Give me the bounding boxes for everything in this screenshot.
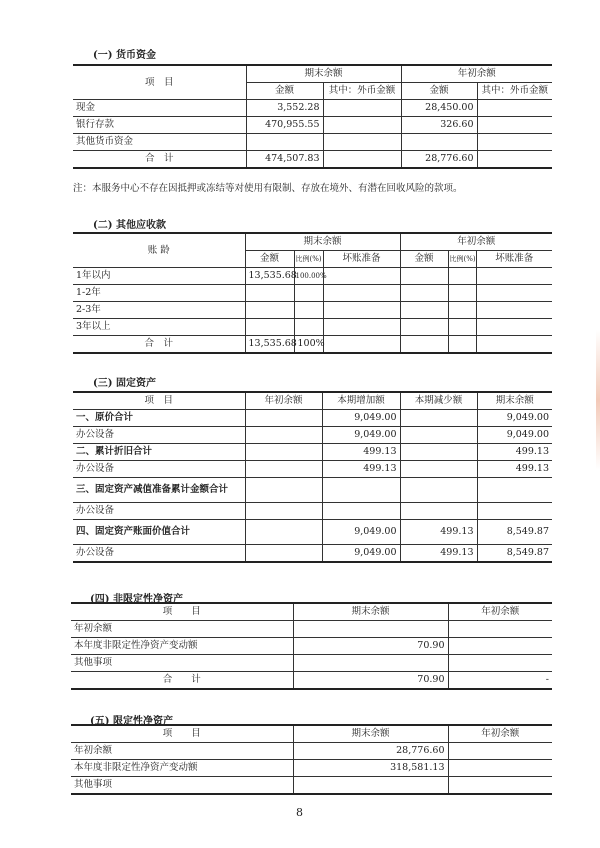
cell-value — [477, 117, 552, 134]
row-label: 本年度非限定性净资产变动额 — [71, 638, 293, 655]
row-label: 银行存款 — [73, 117, 246, 134]
header-end-balance: 期末余额 — [246, 65, 401, 83]
table-row — [73, 503, 552, 520]
cell-value: 3,552.28 — [246, 100, 323, 117]
cell-value — [448, 743, 552, 760]
cell-value — [323, 336, 400, 354]
cell-value: - — [448, 672, 552, 690]
header-foreign: 其中：外币金额 — [477, 83, 552, 100]
cell-value — [293, 655, 448, 672]
column-header: 项 目 — [71, 603, 293, 621]
header-ratio: 比例(%) — [448, 251, 476, 268]
cell-value — [400, 427, 477, 444]
cell-value — [400, 302, 448, 319]
table-row — [73, 520, 552, 545]
cell-value — [400, 444, 477, 461]
row-label: 1年以内 — [73, 268, 245, 285]
cell-value — [448, 621, 552, 638]
header-begin-balance: 年初余额 — [401, 65, 552, 83]
section-title-fixed-assets: (三) 固定资产 — [93, 378, 156, 389]
row-label: 一、原价合计 — [73, 410, 245, 427]
cell-value — [448, 285, 476, 302]
table-row — [71, 743, 552, 760]
cell-value: 100% — [294, 336, 323, 354]
cell-value: 499.13 — [400, 520, 477, 545]
table-row — [73, 100, 552, 117]
row-label: 1-2年 — [73, 285, 245, 302]
cell-value: 9,049.00 — [322, 427, 400, 444]
row-label: 四、固定资产账面价值合计 — [73, 520, 245, 545]
column-header: 期末余额 — [293, 603, 448, 621]
cell-value: 9,049.00 — [477, 410, 552, 427]
cell-value: 474,507.83 — [246, 151, 323, 169]
fixed-assets-table — [73, 391, 552, 563]
row-label: 二、累计折旧合计 — [73, 444, 245, 461]
cell-value — [477, 134, 552, 151]
cell-value: 13,535.68 — [245, 336, 294, 354]
section-title-receivables: (二) 其他应收款 — [93, 220, 166, 231]
table-row — [73, 410, 552, 427]
row-label: 年初余额 — [71, 743, 293, 760]
cell-value — [245, 302, 294, 319]
cell-value: 499.13 — [477, 461, 552, 478]
cell-value — [448, 777, 552, 795]
table-row — [71, 638, 552, 655]
table-row — [73, 319, 552, 336]
cell-value — [245, 427, 322, 444]
header-amount: 金额 — [246, 83, 323, 100]
restricted-net-assets-table — [71, 724, 552, 795]
row-label: 三、固定资产减值准备累计金额合计 — [73, 478, 245, 503]
cell-value — [245, 478, 322, 503]
cell-value — [477, 151, 552, 169]
table-row — [71, 777, 552, 795]
cell-value — [448, 319, 476, 336]
cell-value — [245, 319, 294, 336]
table-row — [73, 444, 552, 461]
cell-value — [323, 151, 401, 169]
row-label: 办公设备 — [73, 427, 245, 444]
column-header: 期末余额 — [477, 392, 552, 410]
header-foreign: 其中：外币金额 — [323, 83, 401, 100]
header-amount: 金额 — [401, 83, 477, 100]
column-header: 本期增加额 — [322, 392, 400, 410]
cell-value: 499.13 — [322, 461, 400, 478]
header-item: 项 目 — [73, 65, 246, 100]
header-amount: 金额 — [400, 251, 448, 268]
header-amount: 金额 — [245, 251, 294, 268]
table-row — [71, 655, 552, 672]
cell-value: 326.60 — [401, 117, 477, 134]
cell-value — [448, 638, 552, 655]
cell-value — [323, 117, 401, 134]
column-header: 项 目 — [73, 392, 245, 410]
cell-value: 499.13 — [400, 545, 477, 563]
cell-value — [245, 444, 322, 461]
cash-note: 注：本服务中心不存在因抵押或冻结等对使用有限制、存放在境外、有潜在回收风险的款项。 — [73, 183, 463, 194]
cell-value — [245, 285, 294, 302]
header-ratio: 比例(%) — [294, 251, 323, 268]
column-header: 年初余额 — [448, 603, 552, 621]
table-row — [73, 268, 552, 285]
cell-value — [448, 655, 552, 672]
row-label: 其他货币资金 — [73, 134, 246, 151]
table-row — [73, 427, 552, 444]
cell-value — [476, 336, 552, 354]
cell-value — [323, 268, 400, 285]
header-begin-balance: 年初余额 — [400, 233, 552, 251]
section-title-restricted: (五) 限定性净资产 — [90, 716, 173, 727]
cell-value — [476, 268, 552, 285]
table-row — [73, 117, 552, 134]
cell-value — [448, 302, 476, 319]
cell-value: 9,049.00 — [322, 410, 400, 427]
receivables-table — [73, 232, 552, 354]
table-row — [73, 151, 552, 169]
cell-value — [448, 760, 552, 777]
row-label: 合 计 — [73, 151, 246, 169]
cell-value: 9,049.00 — [477, 427, 552, 444]
table-row — [73, 545, 552, 563]
row-label: 办公设备 — [73, 545, 245, 563]
row-label: 办公设备 — [73, 503, 245, 520]
cash-table — [73, 64, 552, 169]
cell-value: 499.13 — [322, 444, 400, 461]
cell-value: 13,535.68 — [245, 268, 294, 285]
table-row — [73, 134, 552, 151]
row-label: 现金 — [73, 100, 246, 117]
cell-value: 470,955.55 — [246, 117, 323, 134]
cell-value: 70.90 — [293, 638, 448, 655]
cell-value — [400, 319, 448, 336]
cell-value — [476, 319, 552, 336]
cell-value — [323, 100, 401, 117]
row-label: 年初余额 — [71, 621, 293, 638]
row-label: 其他事项 — [71, 655, 293, 672]
cell-value — [476, 285, 552, 302]
cell-value — [400, 268, 448, 285]
cell-value — [400, 461, 477, 478]
row-label: 3年以上 — [73, 319, 245, 336]
cell-value — [323, 285, 400, 302]
cell-value — [294, 319, 323, 336]
cell-value — [322, 503, 400, 520]
section-title-cash: (一) 货币资金 — [93, 50, 156, 61]
row-label: 其他事项 — [71, 777, 293, 795]
cell-value — [294, 302, 323, 319]
cell-value — [246, 134, 323, 151]
cell-value — [400, 285, 448, 302]
table-row — [73, 336, 552, 354]
cell-value — [323, 319, 400, 336]
cell-value — [477, 100, 552, 117]
header-end-balance: 期末余额 — [245, 233, 400, 251]
section-title-unrestricted: (四) 非限定性净资产 — [90, 594, 183, 605]
cell-value — [401, 134, 477, 151]
cell-value — [476, 302, 552, 319]
table-row — [71, 672, 552, 690]
cell-value: 8,549.87 — [477, 545, 552, 563]
cell-value — [294, 285, 323, 302]
row-label: 合 计 — [71, 672, 293, 690]
cell-value — [293, 621, 448, 638]
column-header: 年初余额 — [448, 725, 552, 743]
cell-value — [245, 410, 322, 427]
table-row — [71, 621, 552, 638]
row-label: 合 计 — [73, 336, 245, 354]
cell-value: 9,049.00 — [322, 545, 400, 563]
cell-value — [293, 777, 448, 795]
cell-value: 100.00% — [294, 268, 323, 285]
cell-value — [323, 302, 400, 319]
column-header: 年初余额 — [245, 392, 322, 410]
table-row — [73, 285, 552, 302]
cell-value: 28,450.00 — [401, 100, 477, 117]
cell-value: 318,581.13 — [293, 760, 448, 777]
header-bad-debt: 坏账准备 — [476, 251, 552, 268]
page-number: 8 — [296, 806, 303, 819]
cell-value: 499.13 — [477, 444, 552, 461]
scan-edge-mark — [596, 330, 600, 470]
cell-value: 28,776.60 — [401, 151, 477, 169]
cell-value — [400, 478, 477, 503]
cell-value — [477, 503, 552, 520]
header-aging: 账 龄 — [73, 233, 245, 268]
column-header: 项 目 — [71, 725, 293, 743]
cell-value: 9,049.00 — [322, 520, 400, 545]
cell-value — [477, 478, 552, 503]
cell-value — [245, 503, 322, 520]
table-row — [71, 760, 552, 777]
cell-value — [323, 134, 401, 151]
cell-value — [245, 520, 322, 545]
cell-value: 70.90 — [293, 672, 448, 690]
header-bad-debt: 坏账准备 — [323, 251, 400, 268]
column-header: 本期减少额 — [400, 392, 477, 410]
table-row — [73, 478, 552, 503]
row-label: 本年度非限定性净资产变动额 — [71, 760, 293, 777]
table-row — [73, 302, 552, 319]
cell-value — [400, 503, 477, 520]
cell-value — [245, 461, 322, 478]
row-label: 2-3年 — [73, 302, 245, 319]
cell-value — [322, 478, 400, 503]
cell-value — [400, 336, 448, 354]
column-header: 期末余额 — [293, 725, 448, 743]
unrestricted-net-assets-table — [71, 602, 552, 690]
cell-value — [245, 545, 322, 563]
cell-value: 28,776.60 — [293, 743, 448, 760]
table-row — [73, 461, 552, 478]
cell-value — [448, 336, 476, 354]
row-label: 办公设备 — [73, 461, 245, 478]
cell-value — [400, 410, 477, 427]
cell-value: 8,549.87 — [477, 520, 552, 545]
cell-value — [448, 268, 476, 285]
